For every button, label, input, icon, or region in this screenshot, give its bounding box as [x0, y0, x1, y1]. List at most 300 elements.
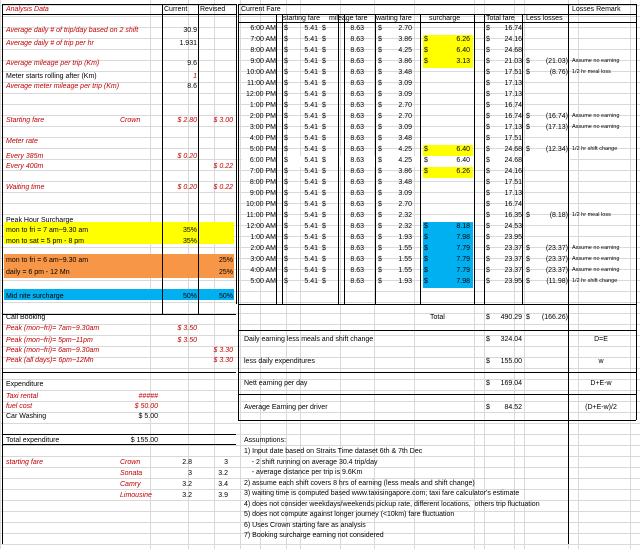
dollar-sign[interactable]: $	[486, 336, 490, 343]
row-total-fare[interactable]: 23.37	[504, 267, 522, 274]
left-row-revised[interactable]: $ 3.00	[213, 117, 233, 124]
row-waiting-fare[interactable]: 1.55	[398, 245, 412, 252]
dollar-sign[interactable]: $	[526, 58, 530, 65]
dollar-sign[interactable]: $	[322, 80, 326, 87]
dollar-sign[interactable]: $	[284, 124, 288, 131]
row-starting-fare[interactable]: 5.41	[304, 245, 318, 252]
left-row-label[interactable]: mon to fri = 6 am~9.30 am	[6, 257, 89, 264]
analysis-data-header[interactable]: Analysis Data	[6, 6, 49, 13]
row-surcharge[interactable]: 6.26	[456, 168, 470, 175]
row-losses-remark[interactable]: Assume no earning	[572, 124, 620, 130]
left-row-current[interactable]: $ 0.20	[177, 184, 197, 191]
left-row-revised[interactable]	[199, 72, 233, 81]
left-row-label[interactable]: Average daily # of trip per hr	[6, 40, 94, 47]
row-waiting-fare[interactable]: 3.48	[398, 179, 412, 186]
average-earning-label[interactable]: Average Earning per driver	[244, 404, 328, 411]
row-surcharge[interactable]: 7.98	[456, 278, 470, 285]
dollar-sign[interactable]: $	[378, 223, 382, 230]
row-starting-fare[interactable]: 5.41	[304, 36, 318, 43]
dollar-sign[interactable]: $	[378, 58, 382, 65]
left-row-revised[interactable]	[199, 152, 233, 161]
total-expenditure-value[interactable]: $ 155.00	[130, 437, 158, 444]
dollar-sign[interactable]: $	[486, 223, 490, 230]
assumption-line[interactable]: 4) does not consider weekdays/weekends pickup rate, different locations, others trip fluctuation	[244, 500, 540, 508]
row-waiting-fare[interactable]: 2.32	[398, 212, 412, 219]
row-time[interactable]: 1:00 AM	[250, 234, 276, 241]
assumption-line[interactable]: 1) Input date based on Straits Time dataset 6th & 7th Dec	[244, 448, 423, 455]
dollar-sign[interactable]: $	[378, 179, 382, 186]
row-starting-fare[interactable]: 5.41	[304, 223, 318, 230]
fare-model[interactable]: Camry	[120, 481, 141, 488]
left-row-label[interactable]: daily = 6 pm - 12 Mn	[6, 269, 70, 276]
expenditure-label[interactable]: Taxi rental	[6, 393, 39, 400]
row-time[interactable]: 12:00 AM	[246, 223, 276, 230]
dollar-sign[interactable]: $	[322, 278, 326, 285]
left-row-current[interactable]: 50%	[182, 293, 197, 300]
row-mileage-fare[interactable]: 8.63	[350, 135, 364, 142]
row-total-fare[interactable]: 17.51	[504, 69, 522, 76]
dollar-sign[interactable]: $	[486, 212, 490, 219]
row-starting-fare[interactable]: 5.41	[304, 168, 318, 175]
left-row-revised[interactable]	[199, 237, 233, 246]
dollar-sign[interactable]: $	[486, 102, 490, 109]
row-mileage-fare[interactable]: 8.63	[350, 157, 364, 164]
left-row-current[interactable]: 35%	[182, 238, 197, 245]
left-row-current[interactable]: 9.6	[187, 60, 197, 67]
left-row-current[interactable]: $ 3.50	[177, 337, 197, 344]
assumption-line[interactable]: 5) does not compute against longer journey (<10km) fare fluctuation	[244, 511, 455, 518]
row-less-losses[interactable]: (8.18)	[549, 212, 568, 219]
row-mileage-fare[interactable]: 8.63	[350, 58, 364, 65]
dollar-sign[interactable]: $	[486, 124, 490, 131]
dollar-sign[interactable]: $	[526, 267, 530, 274]
dollar-sign[interactable]: $	[322, 135, 326, 142]
row-waiting-fare[interactable]: 3.09	[398, 190, 412, 197]
dollar-sign[interactable]: $	[424, 168, 428, 175]
dollar-sign[interactable]: $	[486, 146, 490, 153]
row-waiting-fare[interactable]: 1.55	[398, 267, 412, 274]
left-row-current[interactable]	[163, 137, 197, 146]
dollar-sign[interactable]: $	[378, 113, 382, 120]
fare-model[interactable]: Limousine	[120, 492, 152, 499]
row-time[interactable]: 6:00 PM	[249, 157, 276, 164]
less-expenditure-value[interactable]: 155.00	[500, 358, 522, 365]
dollar-sign[interactable]: $	[322, 25, 326, 32]
dollar-sign[interactable]: $	[322, 234, 326, 241]
left-row-label[interactable]: Average mileage per trip (Km)	[6, 60, 100, 67]
dollar-sign[interactable]: $	[378, 245, 382, 252]
dollar-sign[interactable]: $	[378, 278, 382, 285]
dollar-sign[interactable]: $	[322, 179, 326, 186]
dollar-sign[interactable]: $	[284, 69, 288, 76]
dollar-sign[interactable]: $	[322, 58, 326, 65]
assumption-line[interactable]: 6) Uses Crown starting fare as analysis	[244, 521, 366, 529]
dollar-sign[interactable]: $	[424, 223, 428, 230]
row-less-losses[interactable]: (11.98)	[546, 278, 568, 285]
row-losses-remark[interactable]: Assume no earning	[572, 267, 620, 273]
dollar-sign[interactable]: $	[284, 91, 288, 98]
left-row-revised[interactable]: $ 3.30	[213, 357, 233, 364]
dollar-sign[interactable]: $	[378, 190, 382, 197]
row-mileage-fare[interactable]: 8.63	[350, 234, 364, 241]
dollar-sign[interactable]: $	[486, 314, 490, 321]
row-surcharge[interactable]: 8.18	[456, 223, 470, 230]
left-row-revised[interactable]: $ 3.30	[213, 347, 233, 354]
row-surcharge[interactable]: 6.40	[456, 157, 470, 164]
row-time[interactable]: 3:00 PM	[249, 124, 276, 131]
left-row-label[interactable]: mon to sat = 5 pm - 8 pm	[6, 238, 85, 245]
left-row-revised[interactable]	[199, 226, 233, 235]
dollar-sign[interactable]: $	[378, 267, 382, 274]
row-total-fare[interactable]: 21.03	[504, 58, 522, 65]
dollar-sign[interactable]: $	[378, 124, 382, 131]
dollar-sign[interactable]: $	[424, 278, 428, 285]
row-mileage-fare[interactable]: 8.63	[350, 179, 364, 186]
assumption-line[interactable]: - 2 shift running on average 30.4 trip/day	[244, 458, 378, 466]
assumptions-title[interactable]: Assumptions:	[244, 437, 287, 444]
left-row-revised[interactable]	[199, 39, 233, 48]
fare-model[interactable]: Crown	[120, 459, 141, 466]
left-row-label[interactable]: Peak (mon~fri)= 7am~9.30am	[6, 325, 100, 332]
dollar-sign[interactable]: $	[322, 245, 326, 252]
dollar-sign[interactable]: $	[486, 47, 490, 54]
dollar-sign[interactable]: $	[284, 278, 288, 285]
dollar-sign[interactable]: $	[284, 256, 288, 263]
left-row-label[interactable]: mon to fri = 7 am~9.30 am	[6, 227, 89, 234]
dollar-sign[interactable]: $	[378, 135, 382, 142]
left-row-current[interactable]: 8.6	[187, 83, 197, 90]
row-mileage-fare[interactable]: 8.63	[350, 47, 364, 54]
surcharge-header[interactable]: surcharge	[429, 15, 461, 22]
dollar-sign[interactable]: $	[284, 212, 288, 219]
row-mileage-fare[interactable]: 8.63	[350, 113, 364, 120]
row-starting-fare[interactable]: 5.41	[304, 278, 318, 285]
left-row-label[interactable]: Starting fare	[6, 117, 45, 124]
row-time[interactable]: 11:00 PM	[246, 212, 276, 219]
dollar-sign[interactable]: $	[486, 267, 490, 274]
losses-remark-header[interactable]: Losses Remark	[572, 6, 621, 13]
dollar-sign[interactable]: $	[322, 36, 326, 43]
left-row-current[interactable]	[163, 256, 197, 265]
row-total-fare[interactable]: 17.51	[504, 135, 522, 142]
current-header[interactable]: Current	[164, 6, 188, 13]
dollar-sign[interactable]: $	[486, 36, 490, 43]
expenditure-label[interactable]: Car Washing	[6, 413, 47, 420]
left-row-current[interactable]: 30.9	[183, 27, 197, 34]
dollar-sign[interactable]: $	[526, 256, 530, 263]
row-waiting-fare[interactable]: 2.32	[398, 223, 412, 230]
left-row-revised[interactable]: 25%	[218, 257, 233, 264]
dollar-sign[interactable]: $	[378, 91, 382, 98]
row-mileage-fare[interactable]: 8.63	[350, 25, 364, 32]
dollar-sign[interactable]: $	[284, 245, 288, 252]
row-total-fare[interactable]: 23.95	[504, 278, 522, 285]
total-fare-header[interactable]: Total fare	[486, 15, 515, 22]
row-waiting-fare[interactable]: 2.70	[398, 102, 412, 109]
row-time[interactable]: 5:00 AM	[250, 278, 276, 285]
starting-fare-header[interactable]: starting fare	[283, 15, 320, 22]
dollar-sign[interactable]: $	[284, 47, 288, 54]
dollar-sign[interactable]: $	[378, 146, 382, 153]
total-expenditure-label[interactable]: Total expenditure	[6, 437, 60, 444]
assumption-line[interactable]: 3) waiting time is computed based www.taxisingapore.com; taxi fare calculator's estimate	[244, 490, 520, 497]
row-less-losses[interactable]: (12.34)	[545, 146, 568, 153]
left-row-label[interactable]: Every 385m	[6, 153, 44, 160]
dollar-sign[interactable]: $	[424, 267, 428, 274]
dollar-sign[interactable]: $	[322, 113, 326, 120]
dollar-sign[interactable]: $	[424, 245, 428, 252]
dollar-sign[interactable]: $	[486, 278, 490, 285]
dollar-sign[interactable]: $	[526, 278, 530, 285]
row-less-losses[interactable]: (8.76)	[549, 69, 568, 76]
row-waiting-fare[interactable]: 3.86	[398, 36, 412, 43]
row-mileage-fare[interactable]: 8.63	[350, 91, 364, 98]
row-total-fare[interactable]: 17.13	[504, 190, 522, 197]
row-starting-fare[interactable]: 5.41	[304, 190, 318, 197]
dollar-sign[interactable]: $	[322, 47, 326, 54]
dollar-sign[interactable]: $	[322, 102, 326, 109]
row-time[interactable]: 6:00 AM	[250, 25, 276, 32]
row-time[interactable]: 1:00 PM	[249, 102, 276, 109]
dollar-sign[interactable]: $	[284, 113, 288, 120]
dollar-sign[interactable]: $	[424, 256, 428, 263]
left-row-revised[interactable]	[199, 82, 233, 91]
row-losses-remark[interactable]: 1/2 hr meal loss	[572, 212, 611, 218]
left-row-label[interactable]: Meter starts rolling after (Km)	[6, 73, 97, 80]
left-row-revised[interactable]	[199, 313, 233, 322]
fare-model-revised[interactable]: 3.9	[218, 492, 228, 499]
row-starting-fare[interactable]: 5.41	[304, 58, 318, 65]
dollar-sign[interactable]: $	[526, 245, 530, 252]
row-starting-fare[interactable]: 5.41	[304, 102, 318, 109]
row-time[interactable]: 12:00 PM	[246, 91, 276, 98]
row-starting-fare[interactable]: 5.41	[304, 212, 318, 219]
dollar-sign[interactable]: $	[378, 69, 382, 76]
daily-earning-label[interactable]: Daily earning less meals and shift change	[244, 336, 374, 343]
left-row-label[interactable]: Peak (mon~fri)= 6am~9.30am	[6, 347, 100, 354]
row-surcharge[interactable]: 6.26	[456, 36, 470, 43]
row-mileage-fare[interactable]: 8.63	[350, 69, 364, 76]
left-row-revised[interactable]	[199, 137, 233, 146]
row-losses-remark[interactable]: 1/2 hr shift change	[572, 146, 618, 152]
dollar-sign[interactable]: $	[486, 179, 490, 186]
dollar-sign[interactable]: $	[284, 135, 288, 142]
row-starting-fare[interactable]: 5.41	[304, 113, 318, 120]
dollar-sign[interactable]: $	[284, 80, 288, 87]
row-mileage-fare[interactable]: 8.63	[350, 168, 364, 175]
row-time[interactable]: 8:00 PM	[249, 179, 276, 186]
expenditure-value[interactable]: #####	[138, 393, 158, 400]
row-waiting-fare[interactable]: 3.48	[398, 69, 412, 76]
row-time[interactable]: 10:00 PM	[246, 201, 276, 208]
dollar-sign[interactable]: $	[526, 69, 530, 76]
row-starting-fare[interactable]: 5.41	[304, 157, 318, 164]
dollar-sign[interactable]: $	[378, 80, 382, 87]
row-surcharge[interactable]: 7.98	[456, 234, 470, 241]
dollar-sign[interactable]: $	[322, 91, 326, 98]
row-surcharge[interactable]: 6.40	[456, 47, 470, 54]
row-surcharge[interactable]: 7.79	[456, 256, 470, 263]
left-row-current[interactable]	[163, 268, 197, 277]
row-time[interactable]: 8:00 AM	[250, 47, 276, 54]
dollar-sign[interactable]: $	[378, 102, 382, 109]
left-row-label[interactable]: Average daily # of trip/day based on 2 shift	[6, 27, 139, 34]
total-value[interactable]: 490.29	[500, 314, 522, 321]
row-surcharge[interactable]: 7.79	[456, 245, 470, 252]
row-waiting-fare[interactable]: 3.48	[398, 135, 412, 142]
current-fare-header[interactable]: Current Fare	[241, 6, 281, 13]
expenditure-value[interactable]: $ 5.00	[138, 413, 158, 420]
row-waiting-fare[interactable]: 1.93	[398, 234, 412, 241]
row-waiting-fare[interactable]: 4.25	[398, 146, 412, 153]
row-total-fare[interactable]: 24.68	[504, 47, 522, 54]
dollar-sign[interactable]: $	[486, 69, 490, 76]
left-row-label[interactable]: Average meter mileage per trip (Km)	[6, 83, 120, 90]
row-time[interactable]: 7:00 PM	[249, 168, 276, 175]
row-less-losses[interactable]: (23.37)	[545, 267, 568, 274]
average-earning-value[interactable]: 84.52	[504, 404, 522, 411]
dollar-sign[interactable]: $	[424, 146, 428, 153]
dollar-sign[interactable]: $	[486, 135, 490, 142]
left-row-revised[interactable]	[199, 216, 233, 225]
mileage-fare-header[interactable]: mileage fare	[329, 15, 368, 22]
dollar-sign[interactable]: $	[284, 201, 288, 208]
row-mileage-fare[interactable]: 8.63	[350, 267, 364, 274]
less-expenditure-remark[interactable]: w	[598, 358, 604, 365]
row-time[interactable]: 2:00 PM	[249, 113, 276, 120]
dollar-sign[interactable]: $	[424, 36, 428, 43]
left-row-label[interactable]: Call Booking	[6, 314, 46, 321]
fare-model-revised[interactable]: 3.2	[218, 470, 228, 477]
dollar-sign[interactable]: $	[284, 267, 288, 274]
row-mileage-fare[interactable]: 8.63	[350, 278, 364, 285]
row-mileage-fare[interactable]: 8.63	[350, 190, 364, 197]
nett-earning-value[interactable]: 169.04	[500, 380, 522, 387]
left-row-current[interactable]	[163, 356, 197, 365]
row-total-fare[interactable]: 17.51	[504, 179, 522, 186]
row-total-fare[interactable]: 17.13	[504, 80, 522, 87]
left-row-current[interactable]: 35%	[182, 227, 197, 234]
left-row-model[interactable]: Crown	[120, 117, 141, 124]
row-surcharge[interactable]: 6.40	[456, 146, 470, 153]
dollar-sign[interactable]: $	[378, 256, 382, 263]
expenditure-value[interactable]: $ 50.00	[134, 403, 158, 410]
dollar-sign[interactable]: $	[486, 80, 490, 87]
dollar-sign[interactable]: $	[486, 168, 490, 175]
row-time[interactable]: 4:00 PM	[249, 135, 276, 142]
dollar-sign[interactable]: $	[378, 168, 382, 175]
row-mileage-fare[interactable]: 8.63	[350, 102, 364, 109]
left-row-revised[interactable]: $ 0.22	[213, 163, 233, 170]
left-row-current[interactable]	[163, 313, 197, 322]
row-waiting-fare[interactable]: 4.25	[398, 157, 412, 164]
dollar-sign[interactable]: $	[284, 168, 288, 175]
dollar-sign[interactable]: $	[322, 267, 326, 274]
row-less-losses[interactable]: (23.37)	[545, 245, 568, 252]
waiting-fare-header[interactable]: waiting fare	[376, 15, 412, 22]
dollar-sign[interactable]: $	[526, 146, 530, 153]
row-starting-fare[interactable]: 5.41	[304, 80, 318, 87]
dollar-sign[interactable]: $	[322, 201, 326, 208]
dollar-sign[interactable]: $	[486, 358, 490, 365]
left-row-label[interactable]: Peak Hour Surcharge	[6, 217, 74, 224]
left-row-current[interactable]: $ 0.20	[177, 153, 197, 160]
dollar-sign[interactable]: $	[378, 212, 382, 219]
row-total-fare[interactable]: 16.74	[504, 113, 522, 120]
row-mileage-fare[interactable]: 8.63	[350, 256, 364, 263]
row-total-fare[interactable]: 24.68	[504, 146, 522, 153]
dollar-sign[interactable]: $	[284, 102, 288, 109]
less-expenditure-label[interactable]: less daily expenditures	[244, 358, 315, 365]
row-starting-fare[interactable]: 5.41	[304, 234, 318, 241]
dollar-sign[interactable]: $	[486, 157, 490, 164]
row-total-fare[interactable]: 17.13	[504, 124, 522, 131]
assumption-line[interactable]: 7) Booking surcharge earning not considered	[244, 532, 384, 539]
row-waiting-fare[interactable]: 3.09	[398, 80, 412, 87]
nett-earning-remark[interactable]: D+E-w	[590, 380, 612, 387]
dollar-sign[interactable]: $	[322, 223, 326, 230]
row-waiting-fare[interactable]: 3.09	[398, 91, 412, 98]
dollar-sign[interactable]: $	[284, 157, 288, 164]
row-total-fare[interactable]: 16.35	[504, 212, 522, 219]
row-mileage-fare[interactable]: 8.63	[350, 124, 364, 131]
row-total-fare[interactable]: 17.13	[504, 91, 522, 98]
dollar-sign[interactable]: $	[284, 25, 288, 32]
dollar-sign[interactable]: $	[322, 212, 326, 219]
dollar-sign[interactable]: $	[486, 256, 490, 263]
row-total-fare[interactable]: 24.16	[504, 36, 522, 43]
dollar-sign[interactable]: $	[424, 157, 428, 164]
dollar-sign[interactable]: $	[284, 179, 288, 186]
row-mileage-fare[interactable]: 8.63	[350, 223, 364, 230]
dollar-sign[interactable]: $	[284, 146, 288, 153]
row-time[interactable]: 2:00 AM	[250, 245, 276, 252]
left-row-current[interactable]: $ 2.80	[177, 117, 197, 124]
row-waiting-fare[interactable]: 1.55	[398, 256, 412, 263]
dollar-sign[interactable]: $	[378, 25, 382, 32]
row-starting-fare[interactable]: 5.41	[304, 256, 318, 263]
row-total-fare[interactable]: 16.74	[504, 25, 522, 32]
dollar-sign[interactable]: $	[424, 47, 428, 54]
row-starting-fare[interactable]: 5.41	[304, 69, 318, 76]
left-row-revised[interactable]	[199, 59, 233, 68]
nett-earning-label[interactable]: Nett earning per day	[244, 380, 308, 387]
left-row-revised[interactable]: $ 0.22	[213, 184, 233, 191]
left-row-current[interactable]: 1	[193, 73, 197, 80]
dollar-sign[interactable]: $	[424, 58, 428, 65]
row-losses-remark[interactable]: 1/2 hr meal loss	[572, 69, 611, 75]
left-row-label[interactable]: Mid nite surcharge	[6, 293, 64, 300]
row-starting-fare[interactable]: 5.41	[304, 25, 318, 32]
row-losses-remark[interactable]: 1/2 hr shift change	[572, 278, 618, 284]
fare-model-revised[interactable]: 3.4	[218, 481, 228, 488]
dollar-sign[interactable]: $	[322, 190, 326, 197]
row-waiting-fare[interactable]: 2.70	[398, 25, 412, 32]
total-less-value[interactable]: (166.26)	[541, 314, 568, 321]
row-time[interactable]: 4:00 AM	[250, 267, 276, 274]
left-row-label[interactable]: Waiting time	[6, 184, 45, 191]
dollar-sign[interactable]: $	[378, 157, 382, 164]
row-time[interactable]: 3:00 AM	[250, 256, 276, 263]
dollar-sign[interactable]: $	[486, 25, 490, 32]
dollar-sign[interactable]: $	[526, 113, 530, 120]
dollar-sign[interactable]: $	[284, 58, 288, 65]
daily-earning-value[interactable]: 324.04	[500, 336, 522, 343]
daily-earning-remark[interactable]: D=E	[594, 336, 608, 343]
dollar-sign[interactable]: $	[284, 36, 288, 43]
dollar-sign[interactable]: $	[486, 380, 490, 387]
row-time[interactable]: 11:00 AM	[246, 80, 276, 87]
